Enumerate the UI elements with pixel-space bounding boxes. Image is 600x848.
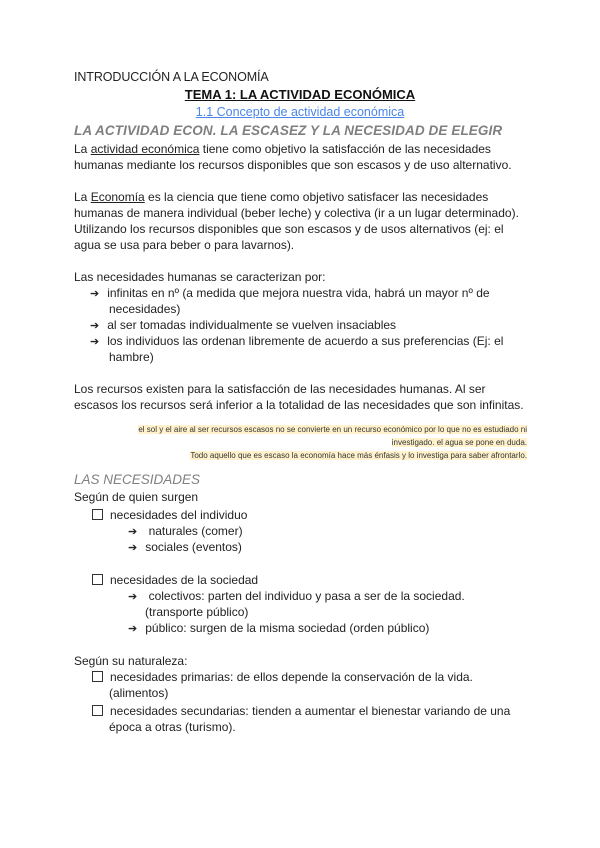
checklist-item-primary: necesidades primarias: de ellos depende la conservación de la vida.: [92, 669, 473, 685]
arrow-icon: ➔: [90, 320, 100, 332]
paragraph-economia-line1: La Economía es la ciencia que tiene como objetivo satisfacer las necesidades: [74, 190, 489, 204]
highlight-note-line1: el sol y el aire al ser recursos escasos no se convierte en un recurso económico por lo que no es estudiado ni: [138, 425, 527, 434]
course-title: INTRODUCCIÓN A LA ECONOMÍA: [74, 70, 269, 84]
list-item: ➔ sociales (eventos): [128, 540, 242, 554]
list-item-continuation: necesidades): [109, 302, 181, 316]
arrow-icon: ➔: [90, 288, 100, 300]
checklist-item-individual: necesidades del individuo: [92, 507, 247, 523]
checkbox-icon[interactable]: [92, 509, 103, 520]
term-actividad-economica: actividad económica: [90, 142, 200, 156]
paragraph-activity-line2: humanas mediante los recursos disponibles que son escasos y de uso alternativo.: [74, 158, 512, 172]
checkbox-icon[interactable]: [92, 574, 103, 585]
list-item-continuation: (transporte público): [145, 605, 249, 619]
arrow-icon: ➔: [128, 526, 138, 538]
arrow-icon: ➔: [128, 591, 138, 603]
list-item: ➔ infinitas en nº (a medida que mejora nuestra vida, habrá un mayor nº de: [90, 286, 490, 300]
list-item: ➔ al ser tomadas individualmente se vuelven insaciables: [90, 318, 397, 332]
paragraph-economia-line2: humanas de manera individual (beber leche) y colectiva (ir a un lugar determinado).: [74, 206, 519, 220]
list-item-continuation: época a otras (turismo).: [109, 720, 236, 734]
needs-characteristics-intro: Las necesidades humanas se caracterizan por:: [74, 270, 326, 284]
list-item: ➔ público: surgen de la misma sociedad (orden público): [128, 621, 430, 635]
list-item: ➔ naturales (comer): [128, 524, 243, 538]
paragraph-activity-line1: La actividad económica tiene como objetivo la satisfacción de las necesidades: [74, 142, 491, 156]
list-item: ➔ los individuos las ordenan libremente de acuerdo a sus preferencias (Ej: el: [90, 334, 504, 348]
paragraph-resources-line2: escasos los recursos será inferior a la totalidad de las necesidades que son infinitas.: [74, 398, 524, 412]
list-item-continuation: hambre): [109, 350, 154, 364]
checkbox-icon[interactable]: [92, 705, 103, 716]
arrow-icon: ➔: [128, 623, 138, 635]
list-item: ➔ colectivos: parten del individuo y pasa a ser de la sociedad.: [128, 589, 465, 603]
checklist-item-society: necesidades de la sociedad: [92, 572, 258, 588]
highlight-note-line2: investigado. el agua se pone en duda.: [391, 438, 527, 447]
section-heading-needs: LAS NECESIDADES: [74, 472, 201, 487]
arrow-icon: ➔: [128, 542, 138, 554]
paragraph-economia-line3: Utilizando los recursos disponibles que son escasos y de usos alternativos (ej: el: [74, 222, 504, 236]
paragraph-resources-line1: Los recursos existen para la satisfacción de las necesidades humanas. Al ser: [74, 382, 486, 396]
checklist-item-secondary: necesidades secundarias: tienden a aumentar el bienestar variando de una: [92, 703, 510, 719]
list-item-continuation: (alimentos): [109, 686, 169, 700]
term-economia: Economía: [90, 190, 145, 204]
arrow-icon: ➔: [90, 336, 100, 348]
checkbox-icon[interactable]: [92, 671, 103, 682]
paragraph-economia-line4: agua se usa para beber o para lavarnos).: [74, 238, 295, 252]
subtopic-link[interactable]: 1.1 Concepto de actividad económica: [195, 105, 405, 119]
classification-by-origin: Según de quien surgen: [74, 490, 199, 504]
section-heading-activity: LA ACTIVIDAD ECON. LA ESCASEZ Y LA NECESIDAD DE ELEGIR: [74, 123, 503, 138]
highlight-note-line3: Todo aquello que es escaso la economía hace más énfasis y lo investiga para saber afrontarlo.: [190, 451, 527, 460]
classification-by-nature: Según su naturaleza:: [74, 654, 188, 668]
topic-title: TEMA 1: LA ACTIVIDAD ECONÓMICA: [184, 87, 416, 102]
